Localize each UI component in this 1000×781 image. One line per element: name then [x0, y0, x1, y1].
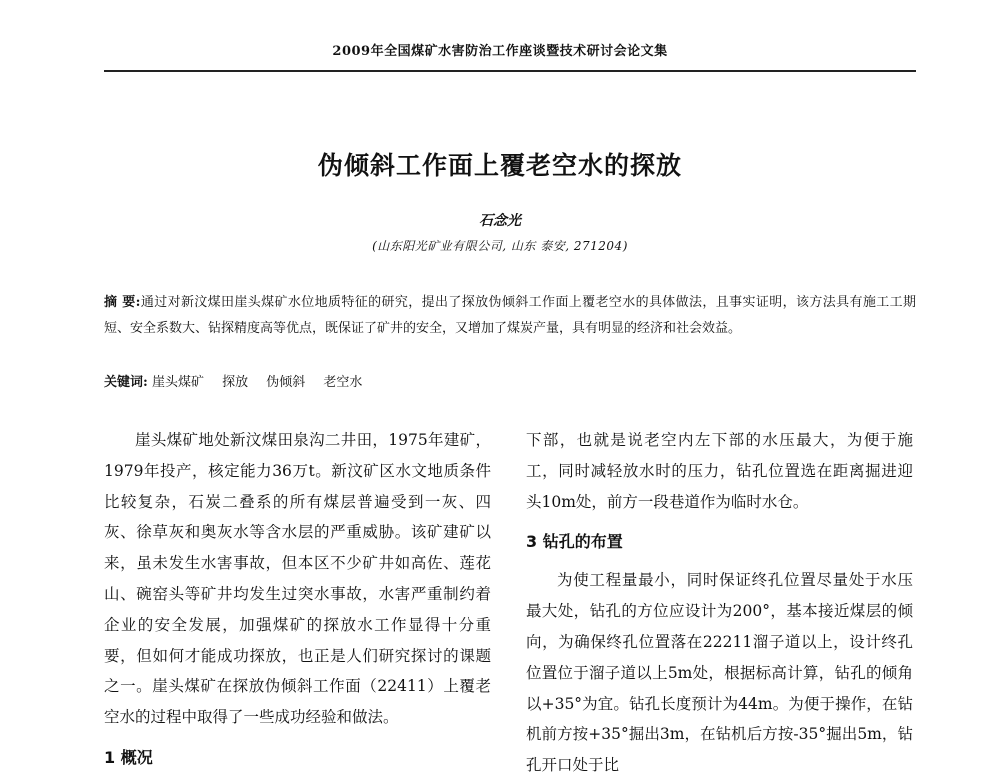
header-rule: [104, 70, 916, 72]
body-column-left: [104, 425, 491, 781]
running-header: 2009年全国煤矿水害防治工作座谈暨技术研讨会论文集: [332, 44, 668, 59]
abstract-label: 摘 要:: [104, 295, 141, 310]
body-paragraph-borehole: 为使工程量最小，同时保证终孔位置尽量处于水压最大处，钻孔的方位应设计为200°，基本接近煤层的倾向，为确保终孔位置落在22211溜子道以上，设计终孔位置位于溜子道以上5m处，根据标高计算，钻孔的倾角以+35°为宜。钻孔长度预计为44m。为便于操作，在钻机前方按+35°掘出3m，在钻机后方按-35°掘出5m，钻孔开口处于比: [526, 571, 913, 775]
body-paragraph-intro: 崖头煤矿地处新汶煤田泉沟二井田，1975年建矿，1979年投产，核定能力36万t。新汶矿区水文地质条件比较复杂，石炭二叠系的所有煤层普遍受到一灰、四灰、徐草灰和奥灰水等含水层的严重威胁。该矿建矿以来，虽未发生水害事故，但本区不少矿井如高佐、莲花山、碗窑头等矿井均发生过突水事故，水害严重制约着企业的安全发展，加强煤矿的探放水工作显得十分重要，但如何才能成功探放，也正是人们研究探讨的课题之一。崖头煤矿在探放伪倾斜工作面（22411）上覆老空水的过程中取得了一些成功经验和做法。: [104, 431, 491, 727]
keyword-item: 老空水: [323, 375, 363, 390]
keywords: [104, 372, 916, 394]
paper-title: 伪倾斜工作面上覆老空水的探放: [317, 151, 682, 180]
body-column-right: [526, 425, 913, 781]
section-heading-borehole-layout: 3 钻孔的布置: [526, 532, 623, 552]
abstract: [104, 290, 916, 342]
abstract-text: 通过对新汶煤田崖头煤矿水位地质特征的研究，提出了探放伪倾斜工作面上覆老空水的具体做法，且事实证明，该方法具有施工工期短、安全系数大、钻探精度高等优点，既保证了矿井的安全，又增加了煤炭产量，具有明显的经济和社会效益。: [104, 295, 916, 336]
body-paragraph-continued: 下部，也就是说老空内左下部的水压最大，为便于施工，同时减轻放水时的压力，钻孔位置选在距离掘进迎头10m处，前方一段巷道作为临时水仓。: [526, 431, 913, 511]
keyword-item: 探放: [222, 375, 249, 390]
paper-author: 石念光: [479, 213, 521, 229]
section-heading-overview: 1 概况: [104, 747, 153, 767]
keyword-item: 伪倾斜: [266, 375, 306, 390]
keywords-label: 关键词:: [104, 375, 148, 390]
paper-affiliation: (山东阳光矿业有限公司, 山东 泰安, 271204): [372, 239, 628, 253]
keyword-item: 崖头煤矿: [151, 375, 204, 390]
